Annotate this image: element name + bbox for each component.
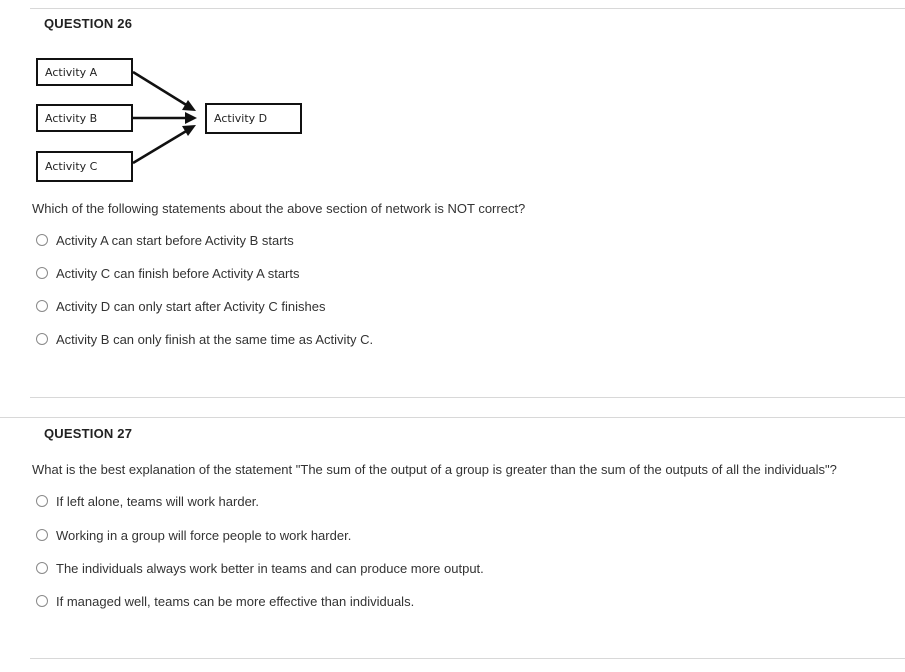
arrow-a-to-d xyxy=(133,72,188,106)
q27-option-3[interactable] xyxy=(36,559,484,577)
radio-button[interactable] xyxy=(36,333,48,345)
divider-2 xyxy=(0,417,905,418)
q26-option-4-label: Activity B can only finish at the same time as Activity C. xyxy=(56,331,374,347)
q26-option-2[interactable] xyxy=(36,264,299,282)
radio-button[interactable] xyxy=(36,562,48,574)
question-27-prompt: What is the best explanation of the statement "The sum of the output of a group is greater than the sum of the outputs of all the individuals"? xyxy=(32,462,837,477)
q26-option-1[interactable] xyxy=(36,231,294,249)
q26-option-3-label: Activity D can only start after Activity C finishes xyxy=(56,298,326,314)
arrow-c-to-d xyxy=(133,130,188,163)
q26-option-3[interactable] xyxy=(36,297,325,315)
question-26-title: QUESTION 26 xyxy=(44,16,133,31)
arrowhead-a xyxy=(182,100,196,111)
radio-button[interactable] xyxy=(36,300,48,312)
q27-option-2[interactable] xyxy=(36,526,351,544)
arrowhead-b xyxy=(185,112,197,124)
q27-option-2-label: Working in a group will force people to work harder. xyxy=(56,527,352,543)
q27-option-4[interactable] xyxy=(36,592,414,610)
q27-option-3-label: The individuals always work better in teams and can produce more output. xyxy=(56,560,484,576)
question-27-title: QUESTION 27 xyxy=(44,426,133,441)
q26-option-1-label: Activity A can start before Activity B starts xyxy=(56,232,294,248)
activity-c-label: Activity C xyxy=(45,160,98,173)
q26-option-4[interactable] xyxy=(36,330,373,348)
radio-button[interactable] xyxy=(36,495,48,507)
radio-button[interactable] xyxy=(36,234,48,246)
q27-option-1-label: If left alone, teams will work harder. xyxy=(56,493,260,509)
radio-button[interactable] xyxy=(36,529,48,541)
activity-d-label: Activity D xyxy=(214,112,268,125)
arrowhead-c xyxy=(182,125,196,136)
activity-a-label: Activity A xyxy=(45,65,98,79)
question-26-prompt: Which of the following statements about the above section of network is NOT correct? xyxy=(32,201,526,216)
activity-b-label: Activity B xyxy=(45,111,98,125)
radio-button[interactable] xyxy=(36,595,48,607)
q27-option-1[interactable] xyxy=(36,492,259,510)
q26-option-2-label: Activity C can finish before Activity A starts xyxy=(56,265,300,281)
bottom-divider xyxy=(30,658,905,659)
divider-1 xyxy=(30,397,905,398)
radio-button[interactable] xyxy=(36,267,48,279)
q27-option-4-label: If managed well, teams can be more effective than individuals. xyxy=(56,593,415,609)
